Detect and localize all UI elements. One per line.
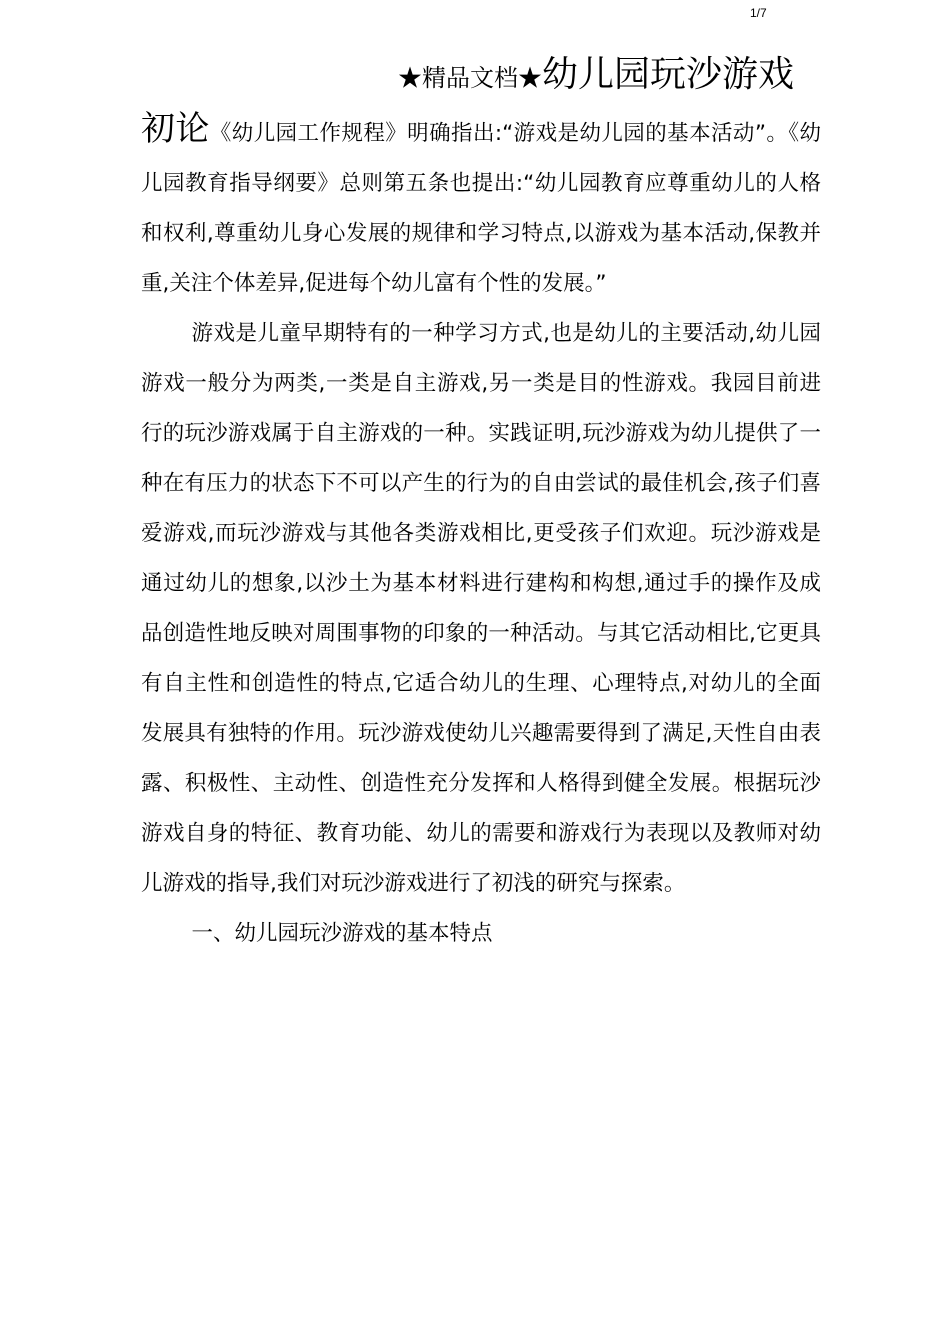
intro-text: 《幼儿园工作规程》明确指出:“游戏是幼儿园的基本活动”。《幼儿园教育指导纲要》总则第五条也提出:“幼儿园教育应尊重幼儿的人格和权利,尊重幼儿身心发展的规律和学习特点,以游戏为基本活动,保教并重,关注个体差异,促进每个幼儿富有个性的发展。” [141, 121, 822, 296]
document-body [141, 104, 821, 959]
page-indicator: 1/7 [750, 6, 767, 20]
intro-paragraph [141, 104, 821, 309]
body-paragraph: 游戏是儿童早期特有的一种学习方式,也是幼儿的主要活动,幼儿园游戏一般分为两类,一类是自主游戏,另一类是目的性游戏。我园目前进行的玩沙游戏属于自主游戏的一种。实践证明,玩沙游戏为幼儿提供了一种在有压力的状态下不可以产生的行为的自由尝试的最佳机会,孩子们喜爱游戏,而玩沙游戏与其他各类游戏相比,更受孩子们欢迎。玩沙游戏是通过幼儿的想象,以沙土为基本材料进行建构和构想,通过手的操作及成品创造性地反映对周围事物的印象的一种活动。与其它活动相比,它更具有自主性和创造性的特点,它适合幼儿的生理、心理特点,对幼儿的全面发展具有独特的作用。玩沙游戏使幼儿兴趣需要得到了满足,天性自由表露、积极性、主动性、创造性充分发挥和人格得到健全发展。根据玩沙游戏自身的特征、教育功能、幼儿的需要和游戏行为表现以及教师对幼儿游戏的指导,我们对玩沙游戏进行了初浅的研究与探索。 [141, 321, 821, 896]
title-continuation: 初论 [141, 109, 210, 149]
title-prefix: ★精品文档★ [398, 64, 542, 92]
title-main: 幼儿园玩沙游戏 [542, 54, 795, 95]
section-heading: 一、幼儿园玩沙游戏的基本特点 [191, 921, 493, 946]
document-title [398, 52, 794, 104]
